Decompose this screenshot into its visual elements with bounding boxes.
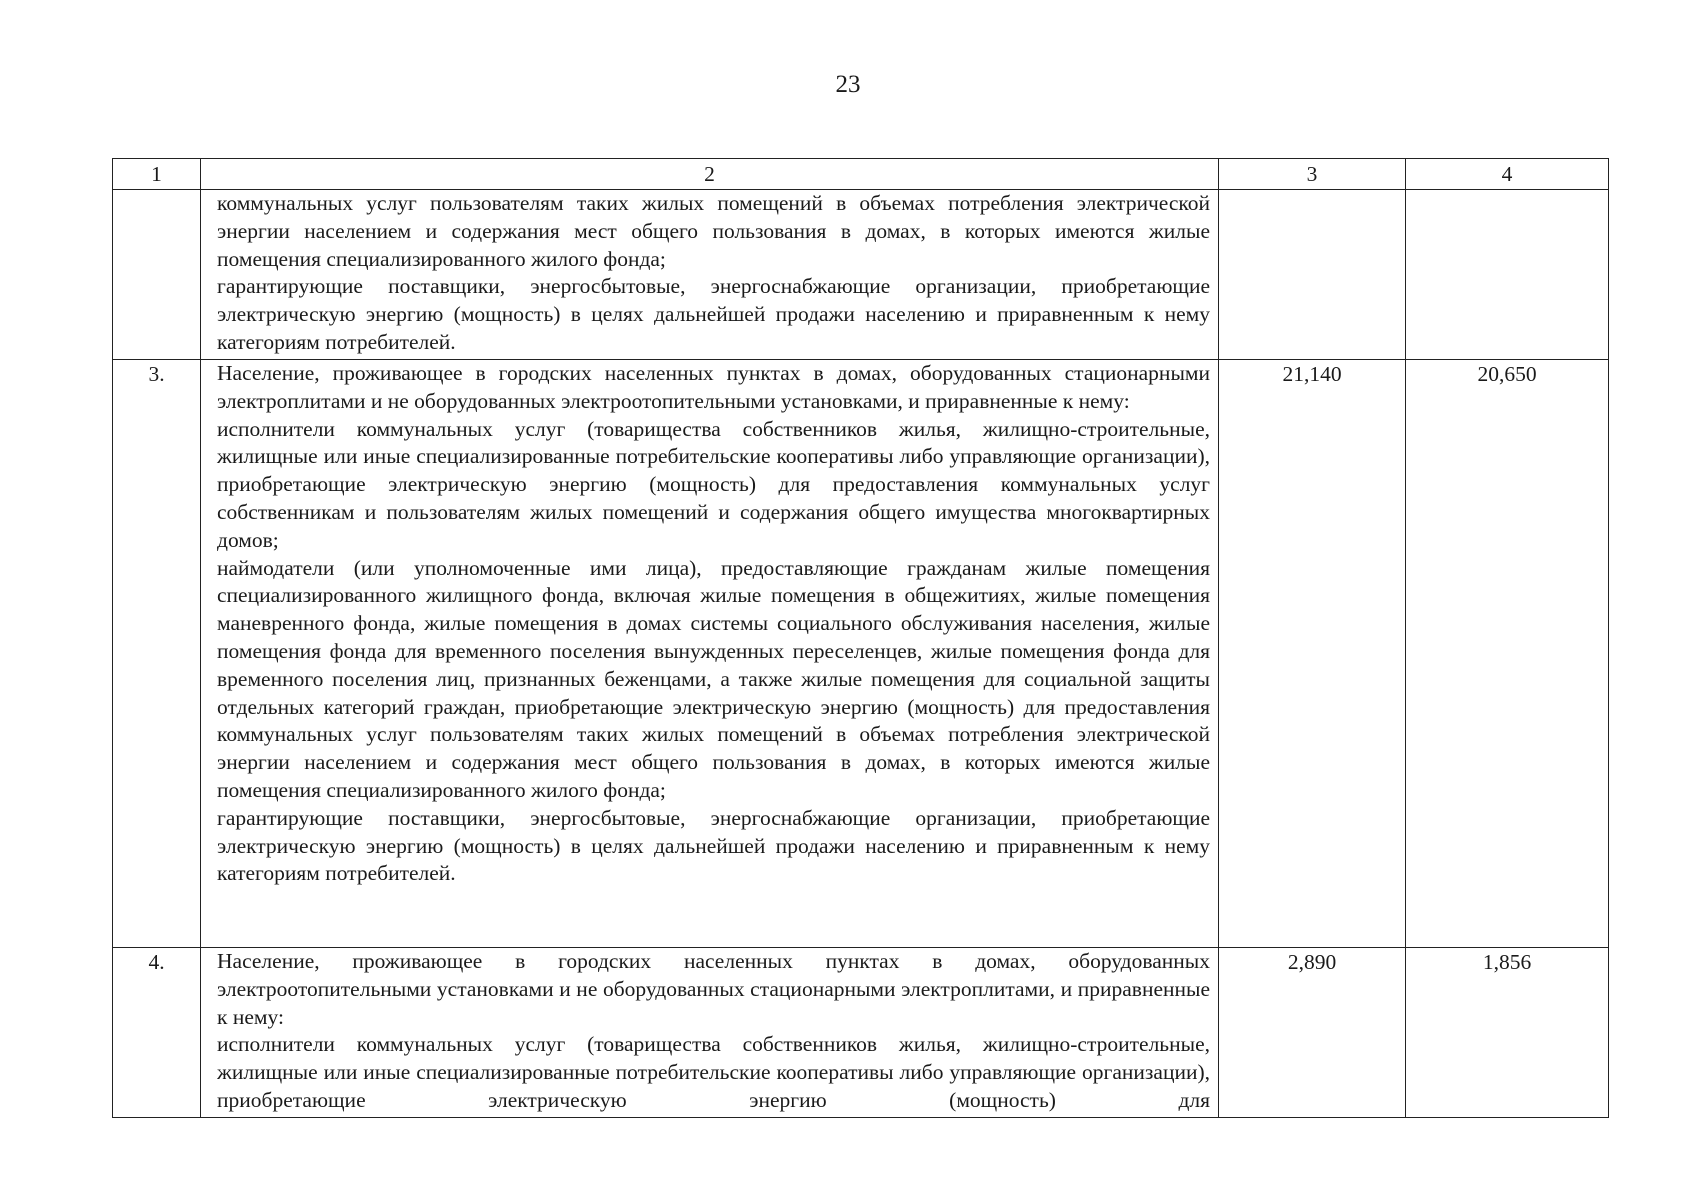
row-description bbox=[201, 948, 1219, 1118]
row-value-col-3: 21,140 bbox=[1219, 360, 1406, 948]
row-number bbox=[113, 190, 201, 360]
row-description-clip bbox=[217, 948, 1210, 1115]
row-value-col-3 bbox=[1219, 190, 1406, 360]
row-paragraph: гарантирующие поставщики, энергосбытовые, энергоснабжающие организации, приобретающие электрическую энергию (мощность) в целях дальнейшей продажи населению и приравненным к нему категориям потребителей. bbox=[217, 274, 1210, 354]
table-row bbox=[113, 360, 1609, 948]
tariff-table bbox=[112, 158, 1609, 1118]
row-paragraph: Население, проживающее в городских населенных пунктах в домах, оборудованных электроотопительными установками и не оборудованных стационарными электроплитами, и приравненные к нему: bbox=[217, 949, 1210, 1029]
row-paragraph: наймодатели (или уполномоченные ими лица), предоставляющие гражданам жилые помещения специализированного жилищного фонда, включая жилые помещения в общежитиях, жилые помещения маневренного фонда, жилые помещения в домах системы социального обслуживания населения, жилые помещения фонда для временного поселения вынужденных переселенцев, жилые помещения фонда для временного поселения лиц, признанных беженцами, а также жилые помещения для социальной защиты отдельных категорий граждан, приобретающие электрическую энергию (мощность) для предоставления коммунальных услуг пользователям таких жилых помещений в объемах потребления электрической энергии населением и содержания мест общего пользования в домах, в которых имеются жилые помещения специализированного жилого фонда; bbox=[217, 555, 1210, 802]
row-number: 3. bbox=[113, 360, 201, 948]
row-paragraph: коммунальных услуг пользователям таких жилых помещений в объемах потребления электрической энергии населением и содержания мест общего пользования в домах, в которых имеются жилые помещения специализированного жилого фонда; bbox=[217, 191, 1210, 271]
header-col-1: 1 bbox=[113, 159, 201, 190]
header-col-2: 2 bbox=[201, 159, 1219, 190]
row-description bbox=[201, 360, 1219, 948]
table-header-row bbox=[113, 159, 1609, 190]
header-col-3: 3 bbox=[1219, 159, 1406, 190]
row-number: 4. bbox=[113, 948, 201, 1118]
row-paragraph: Население, проживающее в городских населенных пунктах в домах, оборудованных стационарными электроплитами и не оборудованных электроотопительными установками, и приравненные к нему: bbox=[217, 361, 1210, 413]
table-row bbox=[113, 948, 1609, 1118]
row-value-col-3: 2,890 bbox=[1219, 948, 1406, 1118]
header-col-4: 4 bbox=[1406, 159, 1609, 190]
row-paragraph: гарантирующие поставщики, энергосбытовые, энергоснабжающие организации, приобретающие электрическую энергию (мощность) в целях дальнейшей продажи населению и приравненным к нему категориям потребителей. bbox=[217, 805, 1210, 886]
row-paragraph: исполнители коммунальных услуг (товарищества собственников жилья, жилищно-строительные, жилищные или иные специализированные потребительские кооперативы либо управляющие организации), приобретающие электрическую энергию (мощность) для bbox=[217, 1032, 1210, 1112]
row-paragraph: исполнители коммунальных услуг (товарищества собственников жилья, жилищно-строительные, жилищные или иные специализированные потребительские кооперативы либо управляющие организации), приобретающие электрическую энергию (мощность) для предоставления коммунальных услуг собственникам и пользователям жилых помещений и содержания общего имущества многоквартирных домов; bbox=[217, 416, 1210, 552]
page-number: 23 bbox=[835, 71, 861, 98]
row-value-col-4: 1,856 bbox=[1406, 948, 1609, 1118]
table-row bbox=[113, 190, 1609, 360]
row-description bbox=[201, 190, 1219, 360]
row-value-col-4: 20,650 bbox=[1406, 360, 1609, 948]
row-value-col-4 bbox=[1406, 190, 1609, 360]
